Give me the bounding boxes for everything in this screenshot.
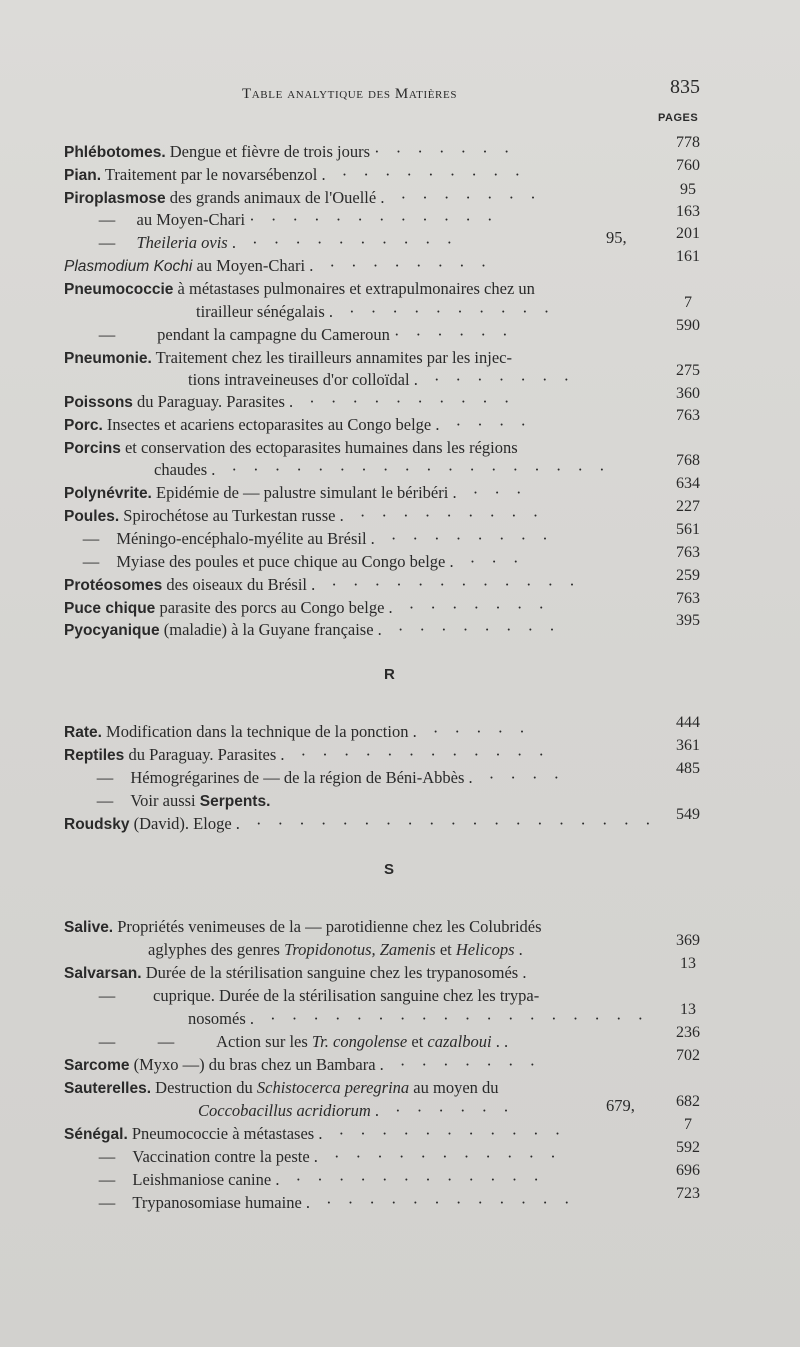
index-entry: Reptiles du Paraguay. Parasites . · · · · · · · · · · · · [64,745,550,764]
index-entry: Phlébotomes. Dengue et fièvre de trois jours · · · · · · · [64,142,516,161]
page-ref: 369 [676,932,700,949]
index-subentry: — cuprique. Durée de la stérilisation sanguine chez les trypa- [98,986,540,1005]
index-entry: Pneumonie. Traitement chez les tirailleurs annamites par les injec- [64,348,512,367]
index-entry: Plasmodium Kochi au Moyen-Chari . · · · · · · · · [64,256,493,275]
index-entry-continuation: tions intraveineuses d'or colloïdal . · · · · · · · [188,370,576,389]
page-ref: 395 [676,612,700,629]
page-ref: 95 [680,181,696,198]
index-entry: Sauterelles. Destruction du Schistocerca peregrina au moyen du [64,1078,499,1097]
index-entry: Polynévrite. Epidémie de — palustre simulant le béribéri . · · · [64,483,528,502]
index-entry: Pian. Traitement par le novarsébenzol . · · · · · · · · · [64,165,527,184]
index-entry: Rate. Modification dans la technique de la ponction . · · · · · [64,722,531,741]
index-entry: Roudsky (David). Eloge . · · · · · · · · · · · · · · · · · · · [64,814,657,833]
index-subentry: — pendant la campagne du Cameroun · · · · · · [98,325,514,344]
index-entry: Salive. Propriétés venimeuses de la — parotidienne chez les Colubridés [64,917,542,936]
index-entry: Pyocyanique (maladie) à la Guyane française . · · · · · · · · [64,620,561,639]
page-ref-secondary: 95, [606,228,627,247]
pages-column-label: PAGES [658,112,699,124]
page-ref: 682 [676,1093,700,1110]
index-entry: Salvarsan. Durée de la stérilisation sanguine chez les trypanosomés . [64,963,527,982]
page-ref: 723 [676,1185,700,1202]
index-entry: Protéosomes des oiseaux du Brésil . · · · · · · · · · · · · [64,575,581,594]
page-ref: 7 [684,294,692,311]
page-ref: 590 [676,317,700,334]
page-ref: 201 [676,225,700,242]
page-ref: 163 [676,203,700,220]
page-ref: 634 [676,475,700,492]
section-letter-r: R [384,666,395,683]
page-ref: 561 [676,521,700,538]
page-ref: 763 [676,544,700,561]
index-entry: Porcins et conservation des ectoparasites humaines dans les régions [64,438,518,457]
index-entry: Poissons du Paraguay. Parasites . · · · · · · · · · · [64,392,516,411]
page-ref: 485 [676,760,700,777]
page-ref: 592 [676,1139,700,1156]
index-subentry: — Hémogrégarines de — de la région de Béni-Abbès . · · · · [96,768,566,787]
index-entry-continuation: tirailleur sénégalais . · · · · · · · · · · [196,302,556,321]
page-ref: 361 [676,737,700,754]
page-ref: 360 [676,385,700,402]
page-ref: 7 [684,1116,692,1133]
index-subentry: — Méningo-encéphalo-myélite au Brésil . · · · · · · · · [82,529,554,548]
page-ref: 13 [680,1001,696,1018]
page-ref: 760 [676,157,700,174]
page-ref: 696 [676,1162,700,1179]
page-ref: 161 [676,248,700,265]
section-letter-s: S [384,861,395,878]
page-ref: 549 [676,806,700,823]
index-subentry: — Trypanosomiase humaine . · · · · · · · · · · · · [98,1193,576,1212]
index-entry: Sarcome (Myxo —) du bras chez un Bambara . · · · · · · · [64,1055,542,1074]
page-ref-secondary: 679, [606,1096,635,1115]
page-ref: 236 [676,1024,700,1041]
index-entry-continuation: nosomés . · · · · · · · · · · · · · · · · · · [188,1009,650,1028]
page-ref: 13 [680,955,696,972]
page-ref: 227 [676,498,700,515]
index-entry: Porc. Insectes et acariens ectoparasites au Congo belge . · · · · [64,415,532,434]
page-ref: 768 [676,452,700,469]
page-ref: 702 [676,1047,700,1064]
index-subentry: — Voir aussi Serpents. [96,791,271,810]
index-entry: Piroplasmose des grands animaux de l'Ouellé . · · · · · · · [64,188,542,207]
running-title: Table analytique des Matières [242,86,458,102]
index-subentry: — Theileria ovis . · · · · · · · · · · [98,233,459,252]
page-ref: 763 [676,407,700,424]
index-entry-continuation: Coccobacillus acridiorum . · · · · · · [198,1101,515,1120]
index-subentry: — au Moyen-Chari · · · · · · · · · · · · [98,210,499,229]
page-ref: 444 [676,714,700,731]
page-ref: 275 [676,362,700,379]
index-subentry: — Vaccination contre la peste . · · · · · · · · · · · [98,1147,562,1166]
page-ref: 763 [676,590,700,607]
index-entry: Pneumococcie à métastases pulmonaires et extrapulmonaires chez un [64,279,535,298]
index-entry: Poules. Spirochétose au Turkestan russe . · · · · · · · · · [64,506,545,525]
page-ref: 778 [676,134,700,151]
index-subentry: — — Action sur les Tr. congolense et cazalboui . . [98,1032,509,1051]
index-subentry: — Myiase des poules et puce chique au Congo belge . · · · [82,552,525,571]
page-ref: 259 [676,567,700,584]
index-entry: Puce chique parasite des porcs au Congo belge . · · · · · · · [64,598,551,617]
index-subentry: — Leishmaniose canine . · · · · · · · · · · · · [98,1170,545,1189]
index-entry: Sénégal. Pneumococcie à métastases . · · · · · · · · · · · [64,1124,567,1143]
index-entry-continuation: aglyphes des genres Tropidonotus, Zamenis et Helicops . [148,940,523,959]
page-number: 835 [670,76,700,98]
index-entry-continuation: chaudes . · · · · · · · · · · · · · · · · · · [154,460,611,479]
